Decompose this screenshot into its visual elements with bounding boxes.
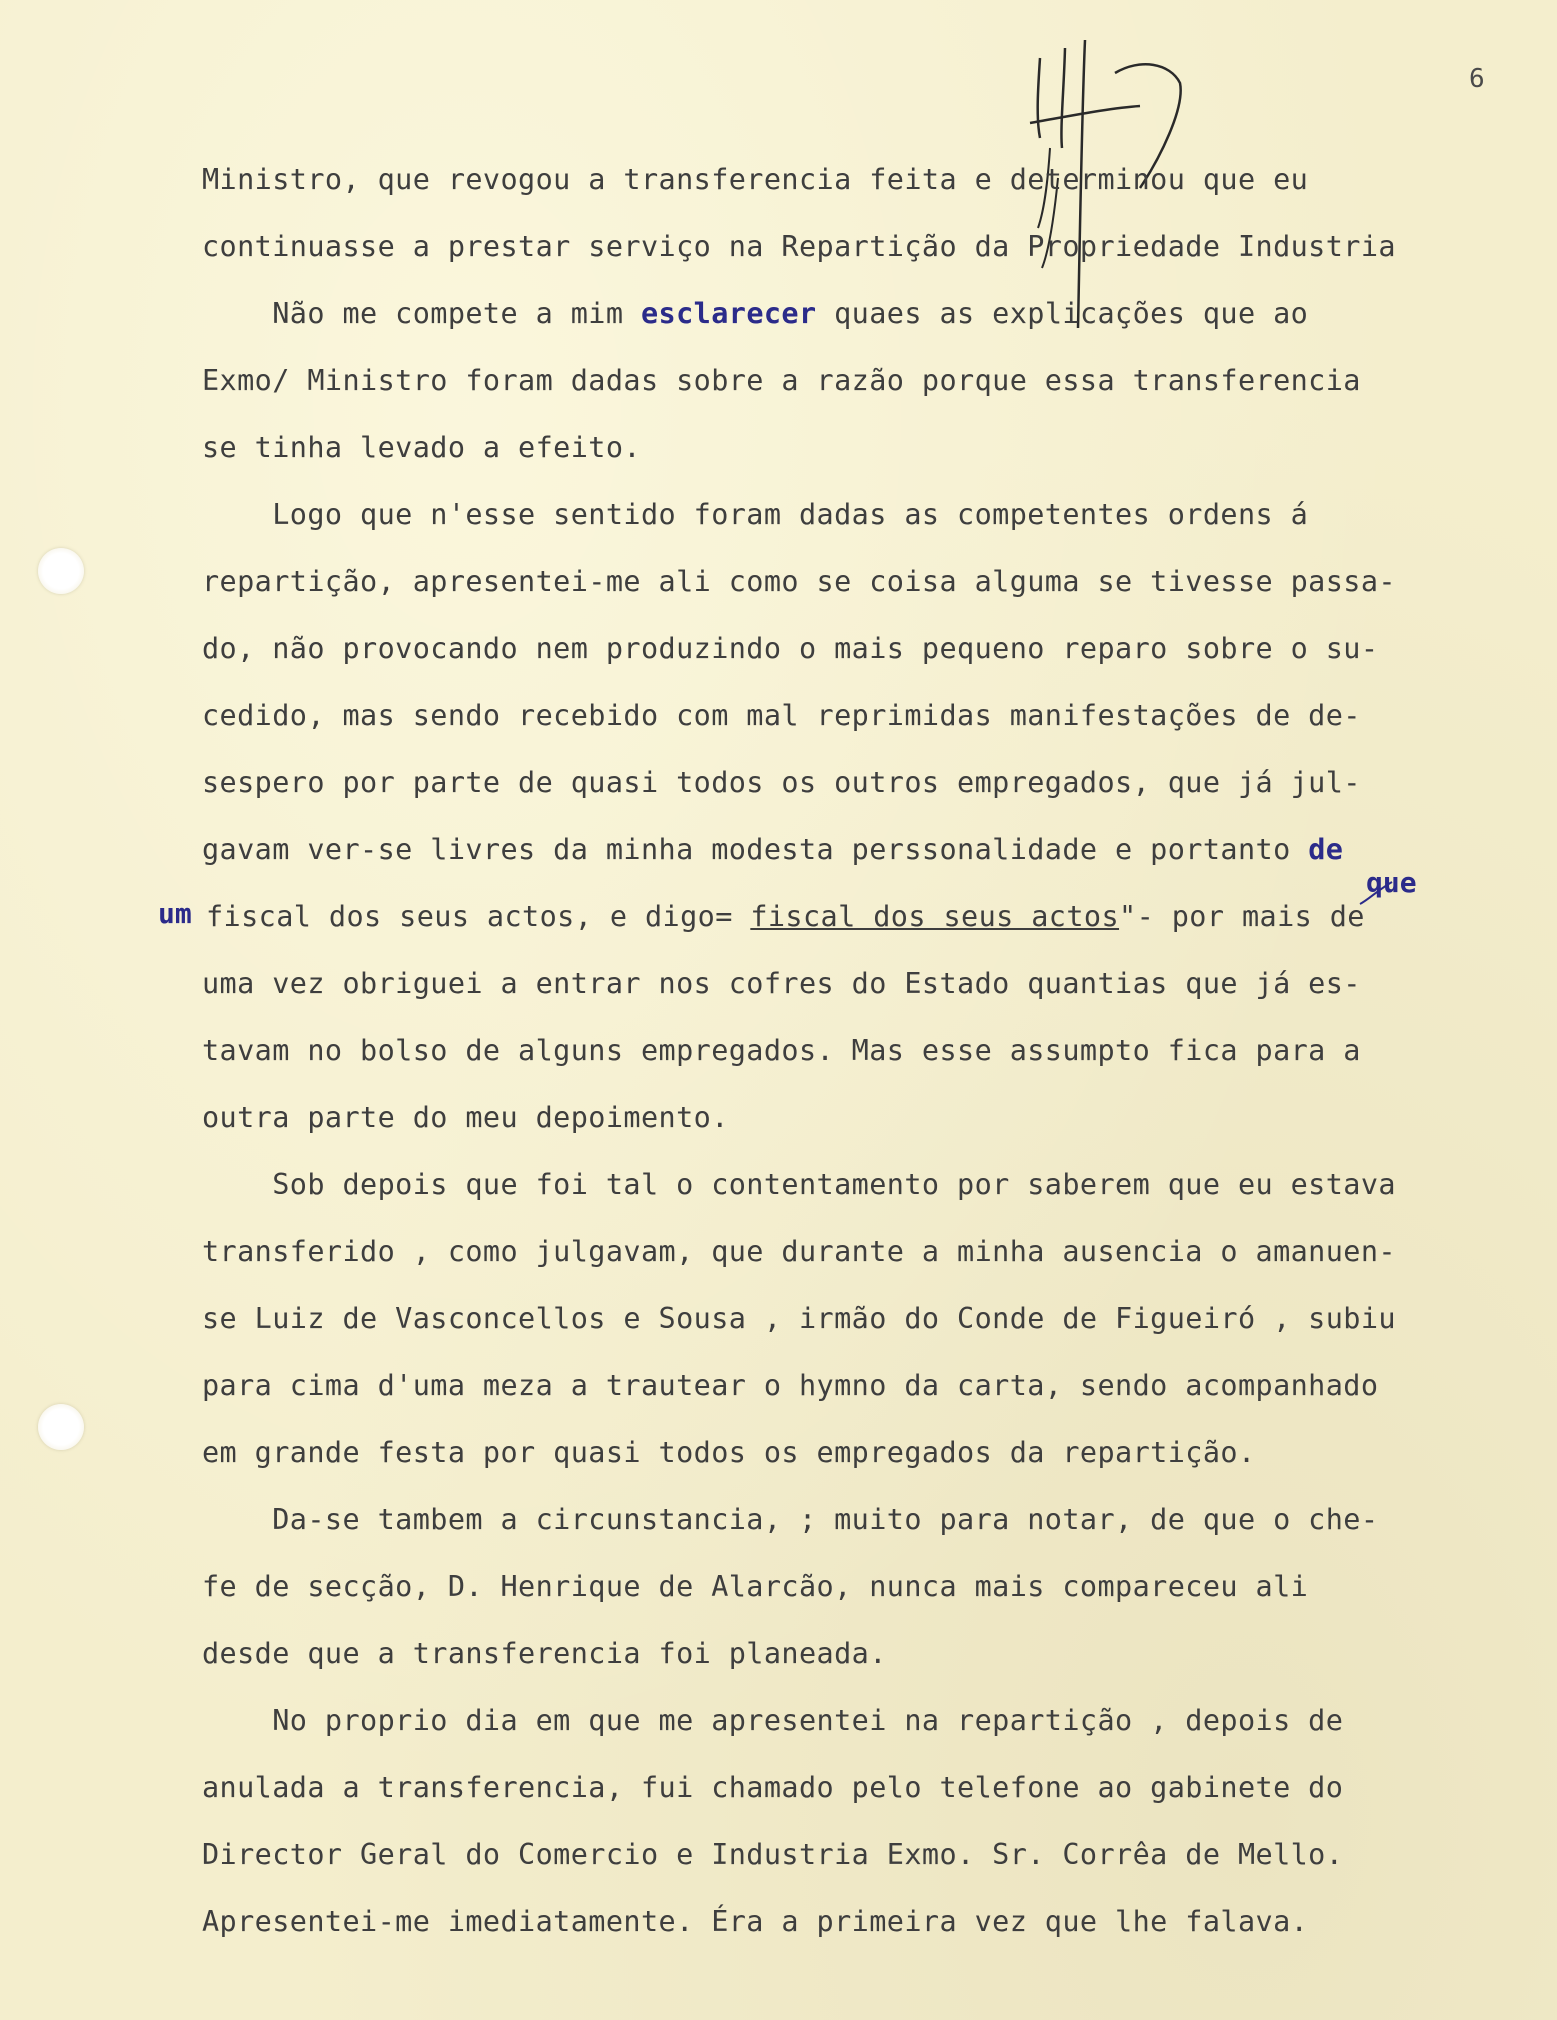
text-line: anulada a transferencia, fui chamado pelo telefone ao gabinete do (202, 1771, 1344, 1804)
text-line: Da-se tambem a circunstancia, ; muito para notar, de que o che- (202, 1503, 1379, 1536)
handwritten-insertion: que (1366, 866, 1417, 899)
text-line: Sob depois que foi tal o contentamento por saberem que eu estava (202, 1168, 1396, 1201)
text-line (202, 297, 1308, 331)
text-line: repartição, apresentei-me ali como se coisa alguma se tivesse passa- (202, 565, 1396, 598)
text-line: Ministro, que revogou a transferencia feita e determinou que eu (202, 163, 1309, 196)
text-segment: "- por mais de (1119, 900, 1365, 933)
handwritten-insertion: esclarecer (640, 297, 817, 330)
text-line: Director Geral do Comercio e Industria Exmo. Sr. Corrêa de Mello. (202, 1838, 1344, 1871)
text-line: do, não provocando nem produzindo o mais pequeno reparo sobre o su- (202, 632, 1379, 665)
text-line: Exmo/ Ministro foram dadas sobre a razão porque essa transferencia (202, 364, 1361, 397)
handwritten-insertion: um (158, 897, 192, 930)
text-line: cedido, mas sendo recebido com mal reprimidas manifestações de de- (202, 699, 1361, 732)
text-line: continuasse a prestar serviço na Repartição da Propriedade Industria (202, 230, 1396, 263)
text-line (206, 900, 1365, 934)
text-line: Logo que n'esse sentido foram dadas as competentes ordens á (202, 498, 1309, 531)
punch-hole (38, 548, 84, 594)
text-segment: quaes as explicações que ao (816, 297, 1309, 330)
text-segment: Não me compete a mim (202, 297, 641, 330)
text-line: No proprio dia em que me apresentei na repartição , depois de (202, 1704, 1344, 1737)
text-line: se Luiz de Vasconcellos e Sousa , irmão do Conde de Figueiró , subiu (202, 1302, 1396, 1335)
text-line: outra parte do meu depoimento. (202, 1101, 729, 1134)
text-segment: gavam ver-se livres da minha modesta perssonalidade e portanto (202, 833, 1309, 866)
underlined-text: fiscal dos seus actos (750, 900, 1120, 933)
text-line: Apresentei-me imediatamente. Éra a primeira vez que lhe falava. (202, 1905, 1309, 1938)
text-line (202, 833, 1343, 867)
text-line: tavam no bolso de alguns empregados. Mas esse assumpto fica para a (202, 1034, 1361, 1067)
text-line: em grande festa por quasi todos os empregados da repartição. (202, 1436, 1256, 1469)
text-segment: fiscal dos seus actos, e digo= (206, 900, 751, 933)
text-line: desde que a transferencia foi planeada. (202, 1637, 887, 1670)
text-line: uma vez obriguei a entrar nos cofres do Estado quantias que já es- (202, 967, 1361, 1000)
punch-hole (38, 1404, 84, 1450)
page-number: 6 (1469, 64, 1485, 94)
text-line: sespero por parte de quasi todos os outros empregados, que já jul- (202, 766, 1361, 799)
text-line: se tinha levado a efeito. (202, 431, 641, 464)
text-line: fe de secção, D. Henrique de Alarcão, nunca mais compareceu ali (202, 1570, 1309, 1603)
handwritten-insertion: de (1308, 833, 1344, 866)
text-line: transferido , como julgavam, que durante a minha ausencia o amanuen- (202, 1235, 1396, 1268)
text-line: para cima d'uma meza a trautear o hymno da carta, sendo acompanhado (202, 1369, 1379, 1402)
